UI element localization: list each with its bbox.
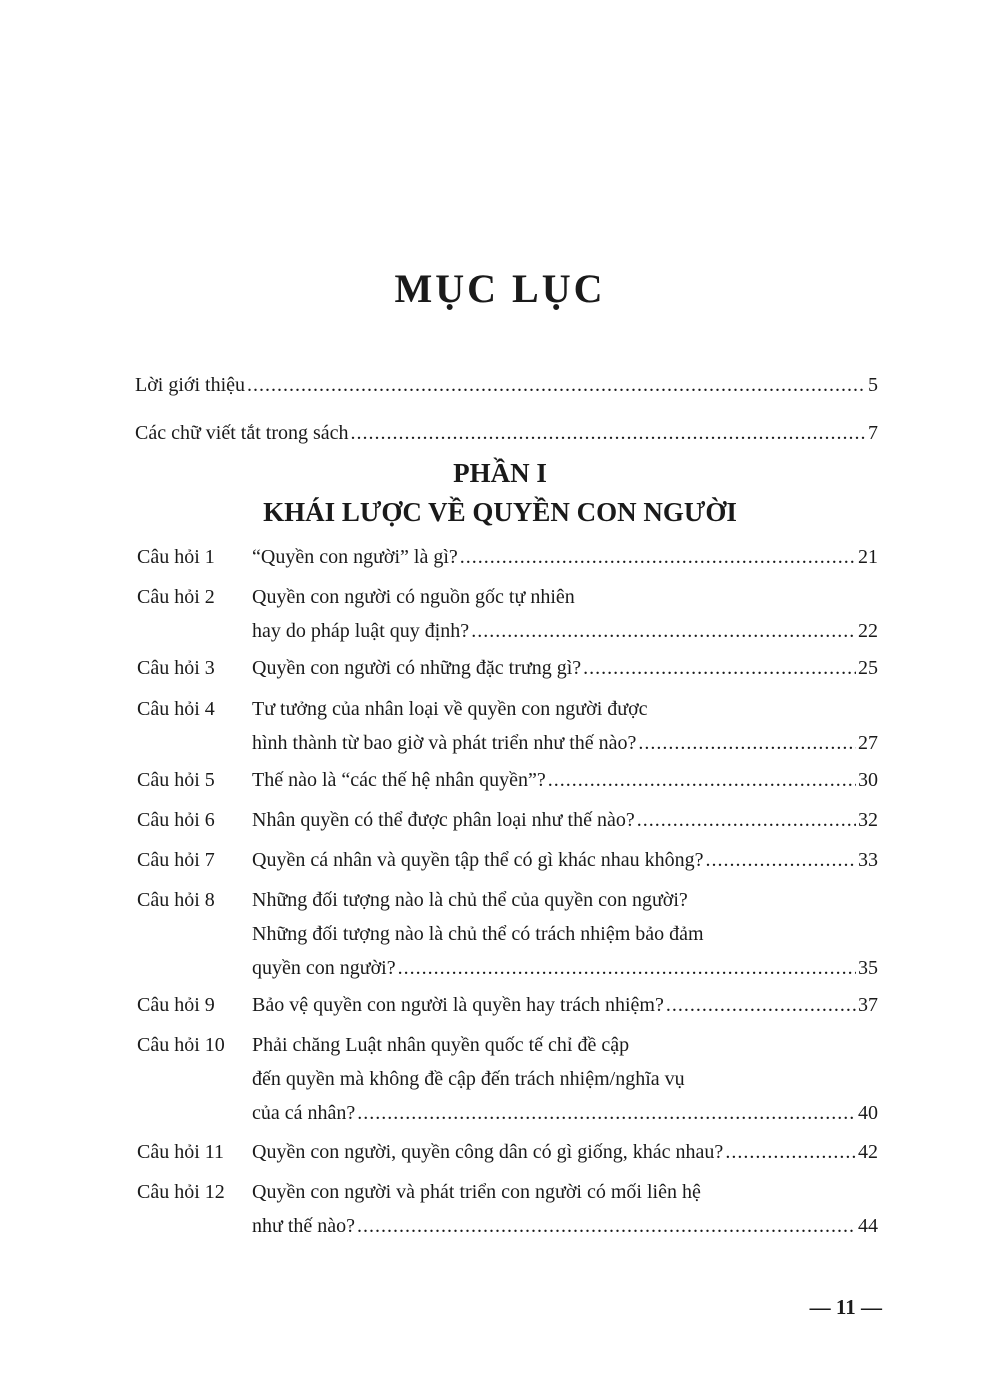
question-text: Tư tưởng của nhân loại về quyền con người được — [252, 698, 648, 720]
dot-leader — [247, 371, 866, 399]
toc-page-number: 27 — [858, 732, 878, 754]
question-text: như thế nào? — [252, 1215, 356, 1237]
toc-page-number: 5 — [868, 374, 878, 396]
dot-leader — [548, 766, 856, 794]
question-text: Quyền con người có những đặc trưng gì? — [252, 657, 582, 679]
toc-page-number: 44 — [858, 1215, 878, 1237]
dot-leader — [398, 954, 856, 982]
dot-leader — [351, 419, 866, 447]
dot-leader — [725, 1138, 856, 1166]
part-number: PHẦN I — [453, 458, 547, 488]
dot-leader — [357, 1099, 856, 1127]
toc-page-number: 7 — [868, 422, 878, 444]
toc-page-number: 40 — [858, 1102, 878, 1124]
toc-entry-text: Lời giới thiệu — [135, 374, 246, 396]
page-title: MỤC LỤC — [394, 266, 606, 311]
question-text: Quyền con người và phát triển con người có mối liên hệ — [252, 1181, 701, 1203]
toc-page-number: 42 — [858, 1141, 878, 1163]
question-text: của cá nhân? — [252, 1102, 356, 1124]
toc-page-number: 25 — [858, 657, 878, 679]
question-label: Câu hỏi 8 — [137, 889, 215, 911]
toc-entry-text: Các chữ viết tắt trong sách — [135, 422, 349, 444]
part-title: KHÁI LƯỢC VỀ QUYỀN CON NGƯỜI — [263, 497, 737, 527]
question-text: Bảo vệ quyền con người là quyền hay trách nhiệm? — [252, 994, 664, 1016]
question-label: Câu hỏi 2 — [137, 586, 215, 608]
question-label: Câu hỏi 10 — [137, 1034, 225, 1056]
question-label: Câu hỏi 7 — [137, 849, 215, 871]
question-text: Quyền cá nhân và quyền tập thể có gì khác nhau không? — [252, 849, 704, 871]
toc-page-number: 33 — [858, 849, 878, 871]
question-text: hình thành từ bao giờ và phát triển như thế nào? — [252, 732, 637, 754]
toc-page-number: 32 — [858, 809, 878, 831]
toc-page-number: 35 — [858, 957, 878, 979]
question-text: Thế nào là “các thế hệ nhân quyền”? — [252, 769, 546, 791]
question-label: Câu hỏi 6 — [137, 809, 215, 831]
toc-page-number: 37 — [858, 994, 878, 1016]
dot-leader — [583, 654, 856, 682]
question-text: “Quyền con người” là gì? — [252, 546, 458, 568]
dot-leader — [471, 617, 856, 645]
question-text: Quyền con người có nguồn gốc tự nhiên — [252, 586, 575, 608]
dot-leader — [637, 806, 856, 834]
question-text: Những đối tượng nào là chủ thể có trách nhiệm bảo đảm — [252, 923, 704, 945]
question-text: hay do pháp luật quy định? — [252, 620, 470, 642]
dot-leader — [638, 729, 856, 757]
dot-leader — [460, 543, 856, 571]
question-text: Quyền con người, quyền công dân có gì giống, khác nhau? — [252, 1141, 724, 1163]
question-label: Câu hỏi 4 — [137, 698, 215, 720]
question-label: Câu hỏi 5 — [137, 769, 215, 791]
dot-leader — [666, 991, 856, 1019]
question-text: quyền con người? — [252, 957, 396, 979]
toc-page-number: 22 — [858, 620, 878, 642]
page-footer-number: — 11 — — [809, 1295, 882, 1319]
question-text: đến quyền mà không đề cập đến trách nhiệm/nghĩa vụ — [252, 1068, 685, 1090]
question-text: Nhân quyền có thể được phân loại như thế nào? — [252, 809, 635, 831]
question-label: Câu hỏi 3 — [137, 657, 215, 679]
question-label: Câu hỏi 9 — [137, 994, 215, 1016]
dot-leader — [706, 846, 856, 874]
toc-page-number: 30 — [858, 769, 878, 791]
question-label: Câu hỏi 11 — [137, 1141, 225, 1163]
question-label: Câu hỏi 1 — [137, 546, 215, 568]
question-label: Câu hỏi 12 — [137, 1181, 225, 1203]
question-text: Phải chăng Luật nhân quyền quốc tế chỉ đề cập — [252, 1034, 630, 1056]
toc-page-number: 21 — [858, 546, 878, 568]
dot-leader — [357, 1212, 856, 1240]
question-text: Những đối tượng nào là chủ thể của quyền con người? — [252, 889, 688, 911]
